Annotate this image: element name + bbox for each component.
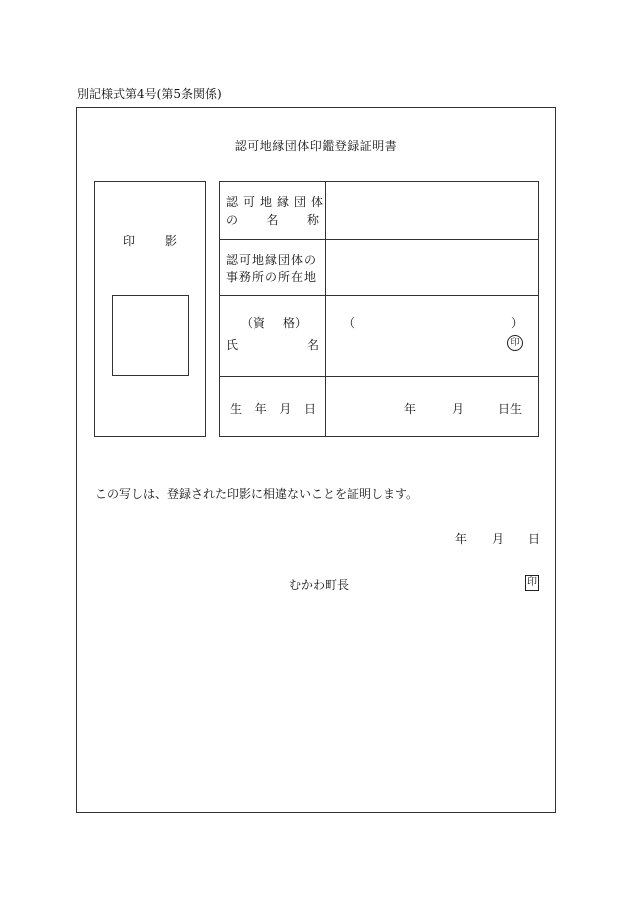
document-title: 認可地縁団体印鑑登録証明書 xyxy=(234,139,398,153)
dob-label-char: 月 xyxy=(279,402,292,416)
form-number-label: 別記様式第4号(第5条関係) xyxy=(77,87,222,101)
group-name-value xyxy=(327,182,537,238)
office-address-label-line2: 事務所の所在地 xyxy=(226,270,318,284)
issue-date-day: 日 xyxy=(528,532,541,546)
date-of-birth-label xyxy=(230,400,316,417)
group-name-label-line2 xyxy=(226,211,319,228)
qualification-label-close: 格） xyxy=(282,316,307,330)
representative-seal-mark: 印 xyxy=(507,335,523,351)
group-name-label-line1: 認可地縁団体 xyxy=(226,195,329,209)
certification-statement: この写しは、登録された印影に相違ないことを証明します。 xyxy=(95,487,419,501)
mayor-title: むかわ町長 xyxy=(289,578,350,592)
qualification-label xyxy=(241,314,307,331)
seal-impression-label xyxy=(94,232,206,249)
qualification-paren-open: （ xyxy=(343,316,356,330)
table-row-divider xyxy=(219,295,539,296)
qualification-paren-close: ） xyxy=(511,316,524,330)
representative-name-label xyxy=(226,336,319,353)
group-name-label-mei: 名 xyxy=(266,213,279,227)
dob-day-marker: 日生 xyxy=(498,402,523,416)
table-column-divider xyxy=(325,181,326,437)
office-address-value xyxy=(327,240,537,294)
qualification-label-open: （資 xyxy=(241,316,266,330)
table-row-divider xyxy=(219,376,539,377)
dob-label-char: 日 xyxy=(303,402,316,416)
group-name-label-sho: 称 xyxy=(306,213,319,227)
issue-date-year: 年 xyxy=(455,532,468,546)
dob-year-marker: 年 xyxy=(404,402,417,416)
dob-month-marker: 月 xyxy=(452,402,465,416)
group-name-label-no: の xyxy=(226,213,239,227)
seal-impression-square xyxy=(112,295,189,376)
dob-label-char: 生 xyxy=(230,402,243,416)
seal-impression-label-text: 印影 xyxy=(122,234,207,248)
mayor-seal-mark: 印 xyxy=(525,575,539,591)
issue-date-month: 月 xyxy=(492,532,505,546)
office-address-label-line1: 認可地縁団体の xyxy=(226,253,318,267)
representative-name-label-mei: 名 xyxy=(306,338,319,352)
representative-name-label-shi: 氏 xyxy=(226,338,239,352)
dob-label-char: 年 xyxy=(254,402,267,416)
